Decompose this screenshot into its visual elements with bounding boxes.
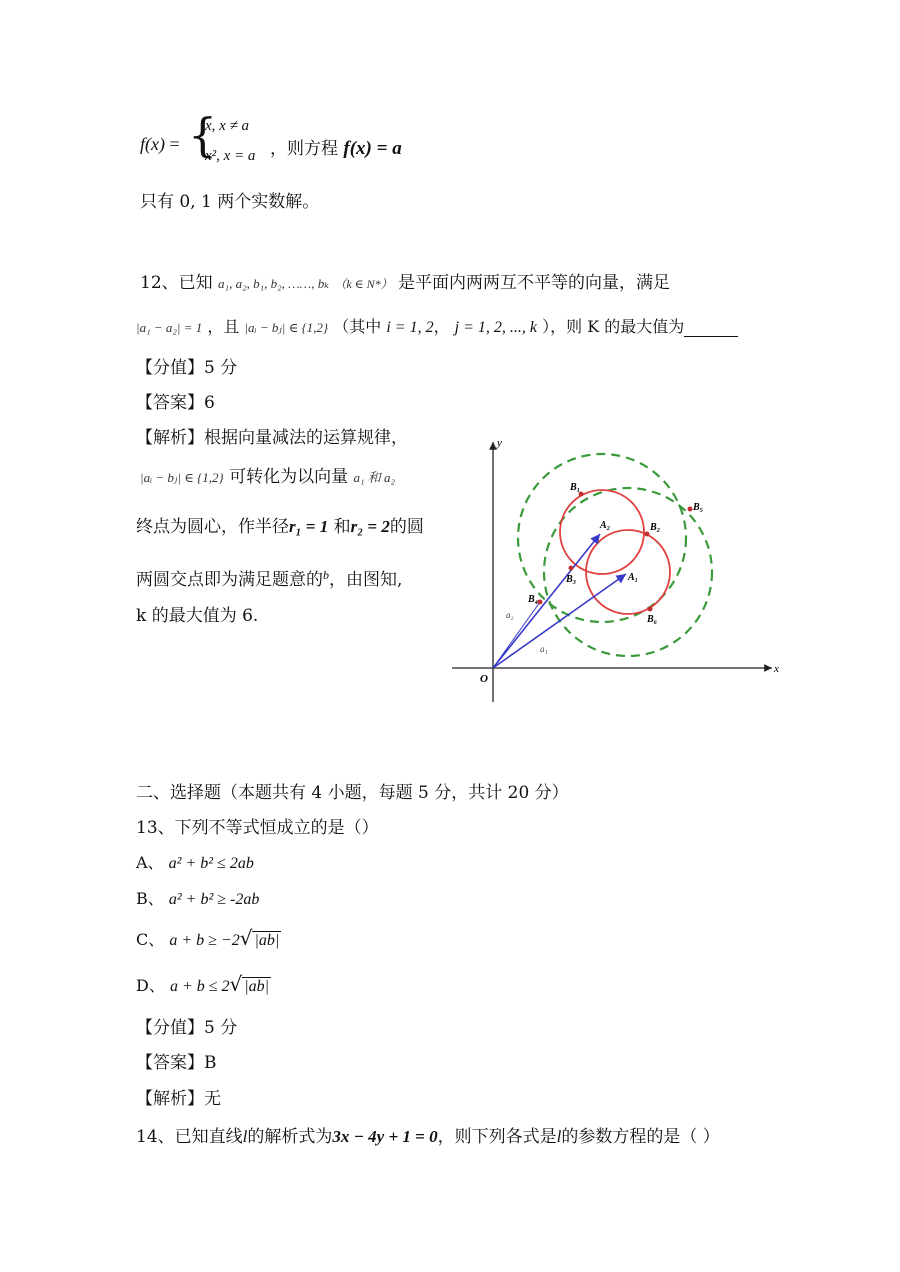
- q14-equation: 3x − 4y + 1 = 0: [332, 1127, 438, 1146]
- option-a-label: A、: [136, 853, 164, 872]
- q14-l1: l: [242, 1127, 248, 1146]
- q12-analysis-text4b: ，由图知,: [329, 570, 403, 590]
- q12-and: 和: [333, 517, 351, 537]
- q12-score: 【分值】5 分: [136, 358, 238, 378]
- q12-analysis-text4: 两圆交点即为满足题意的: [136, 570, 323, 590]
- label-a1: A₁: [628, 572, 639, 583]
- point-b2: [645, 532, 650, 537]
- label-b3: B₃: [566, 574, 577, 585]
- origin-label: O: [480, 673, 488, 685]
- option-d-label: D、: [136, 976, 165, 995]
- q12-cond2: |aᵢ − bⱼ| ∈ {1,2}: [244, 320, 329, 335]
- q12-r1: r₁ = 1: [289, 517, 329, 536]
- piecewise-brace: {: [188, 108, 218, 162]
- q12-analysis-label: 【解析】: [136, 428, 204, 448]
- label-vec-a1: a₁: [540, 644, 548, 654]
- q12-analysis-line2: [140, 462, 395, 487]
- label-b5: B₅: [693, 502, 704, 513]
- vector-b4: [493, 602, 540, 668]
- red-circle-a2: [560, 490, 644, 574]
- q12-j-range: j = 1, 2, ..., k: [454, 319, 538, 336]
- sqrt-sign-c: √: [239, 926, 253, 950]
- q13-answer: 【答案】B: [136, 1053, 217, 1073]
- q12-cond-tail: （其中: [333, 317, 382, 336]
- q12-analysis-text3b: 的圆: [389, 517, 424, 537]
- q12-cond-mid: ，且: [207, 317, 240, 336]
- option-d-text: a + b ≤ 2: [169, 978, 230, 995]
- option-c-label: C、: [136, 930, 165, 949]
- answer-blank: [684, 320, 738, 337]
- label-b2: B₂: [650, 522, 661, 533]
- option-c-radicand: |ab|: [254, 932, 280, 949]
- q12-analysis-line5: k 的最大值为 6.: [136, 606, 259, 626]
- q14-pre: 14、已知直线: [136, 1127, 243, 1147]
- q12-stem-line2: |a₁ − a₂| = 1 ，且 |aᵢ − bⱼ| ∈ {1,2} （其中 i = 1, 2， j = 1, 2, ..., k ），则 K 的最大值为: [136, 314, 738, 337]
- q12-analysis-line3: [136, 512, 424, 537]
- q13-option-a: [136, 850, 254, 873]
- q13-option-c: [136, 926, 281, 950]
- option-b-label: B、: [136, 889, 164, 908]
- q12-i-range: i = 1, 2: [386, 319, 434, 336]
- q12-stem-tail: 是平面内两两互不平等的向量，满足: [398, 273, 671, 293]
- fx: f(x): [140, 134, 165, 154]
- q12-vec-b: b: [323, 568, 329, 582]
- point-b4: [538, 600, 543, 605]
- q12-vectors: a₁, a₂, b₁, b₂, ……, bₖ: [218, 276, 329, 291]
- case-1: x, x ≠ a: [205, 118, 250, 134]
- frag1-line2: 只有 0, 1 两个实数解。: [140, 192, 320, 212]
- q12-prefix: 12、已知: [140, 273, 213, 293]
- q12-analysis-text3a: 终点为圆心，作半径: [136, 517, 289, 537]
- q14-end: 的参数方程的是（ ）: [561, 1127, 720, 1147]
- q12-cond1: |a₁ − a₂| = 1: [136, 320, 203, 335]
- equals-sign: =: [169, 134, 180, 154]
- label-b1: B₁: [570, 482, 581, 493]
- y-axis-label: y: [497, 437, 502, 449]
- vector-circles-figure: [440, 430, 780, 710]
- q14-l2: l: [556, 1127, 562, 1146]
- q13-option-d: [136, 972, 271, 996]
- case-2: x², x = a: [205, 148, 256, 164]
- q13-analysis: 【解析】无: [136, 1089, 221, 1109]
- frag1-tail: [270, 134, 402, 160]
- point-b6: [648, 607, 653, 612]
- q12-analysis-line4: [136, 565, 402, 590]
- label-vec-a2: a₂: [506, 610, 514, 620]
- q14-post: ，则下列各式是: [437, 1127, 557, 1147]
- option-a-text: a² + b² ≤ 2ab: [168, 855, 254, 872]
- q13-stem: 13、下列不等式恒成立的是（）: [136, 818, 379, 838]
- frag1-equation: f(x) = a: [343, 138, 402, 159]
- label-b4: B₄: [528, 594, 539, 605]
- q12-analysis-text1: 根据向量减法的运算规律，: [204, 428, 408, 448]
- option-b-text: a² + b² ≥ -2ab: [168, 891, 260, 908]
- option-d-radicand: |ab|: [244, 978, 270, 995]
- point-b5: [688, 507, 693, 512]
- q12-answer: 【答案】6: [136, 393, 215, 413]
- q12-end: ），则 K 的最大值为: [542, 317, 685, 336]
- q12-analysis-line1: [136, 423, 408, 448]
- label-a2: A₂: [600, 520, 611, 531]
- q12-stem-line1: [140, 268, 670, 293]
- q13-score: 【分值】5 分: [136, 1018, 238, 1038]
- q12-analysis-set: |aᵢ − bⱼ| ∈ {1,2}: [140, 470, 224, 485]
- function-name: [140, 134, 180, 155]
- q12-r2: r₂ = 2: [350, 517, 390, 536]
- option-c-text: a + b ≥ −2: [169, 932, 240, 949]
- q14-stem: [136, 1122, 720, 1147]
- sqrt-sign-d: √: [229, 972, 243, 996]
- q12-k-cond: （k ∈ N*）: [334, 277, 393, 291]
- x-axis-label: x: [774, 663, 779, 675]
- section2-heading: 二、选择题（本题共有 4 小题，每题 5 分，共计 20 分）: [136, 783, 569, 803]
- label-b6: B₆: [647, 614, 658, 625]
- point-b3: [569, 566, 574, 571]
- q12-analysis-text2: 可转化为以向量: [229, 467, 349, 487]
- q14-mid: 的解析式为: [247, 1127, 333, 1147]
- frag1-tail-text: ，则方程: [270, 139, 338, 159]
- q13-option-b: [136, 886, 259, 909]
- q12-analysis-vec: a₁ 和 a₂: [353, 470, 396, 485]
